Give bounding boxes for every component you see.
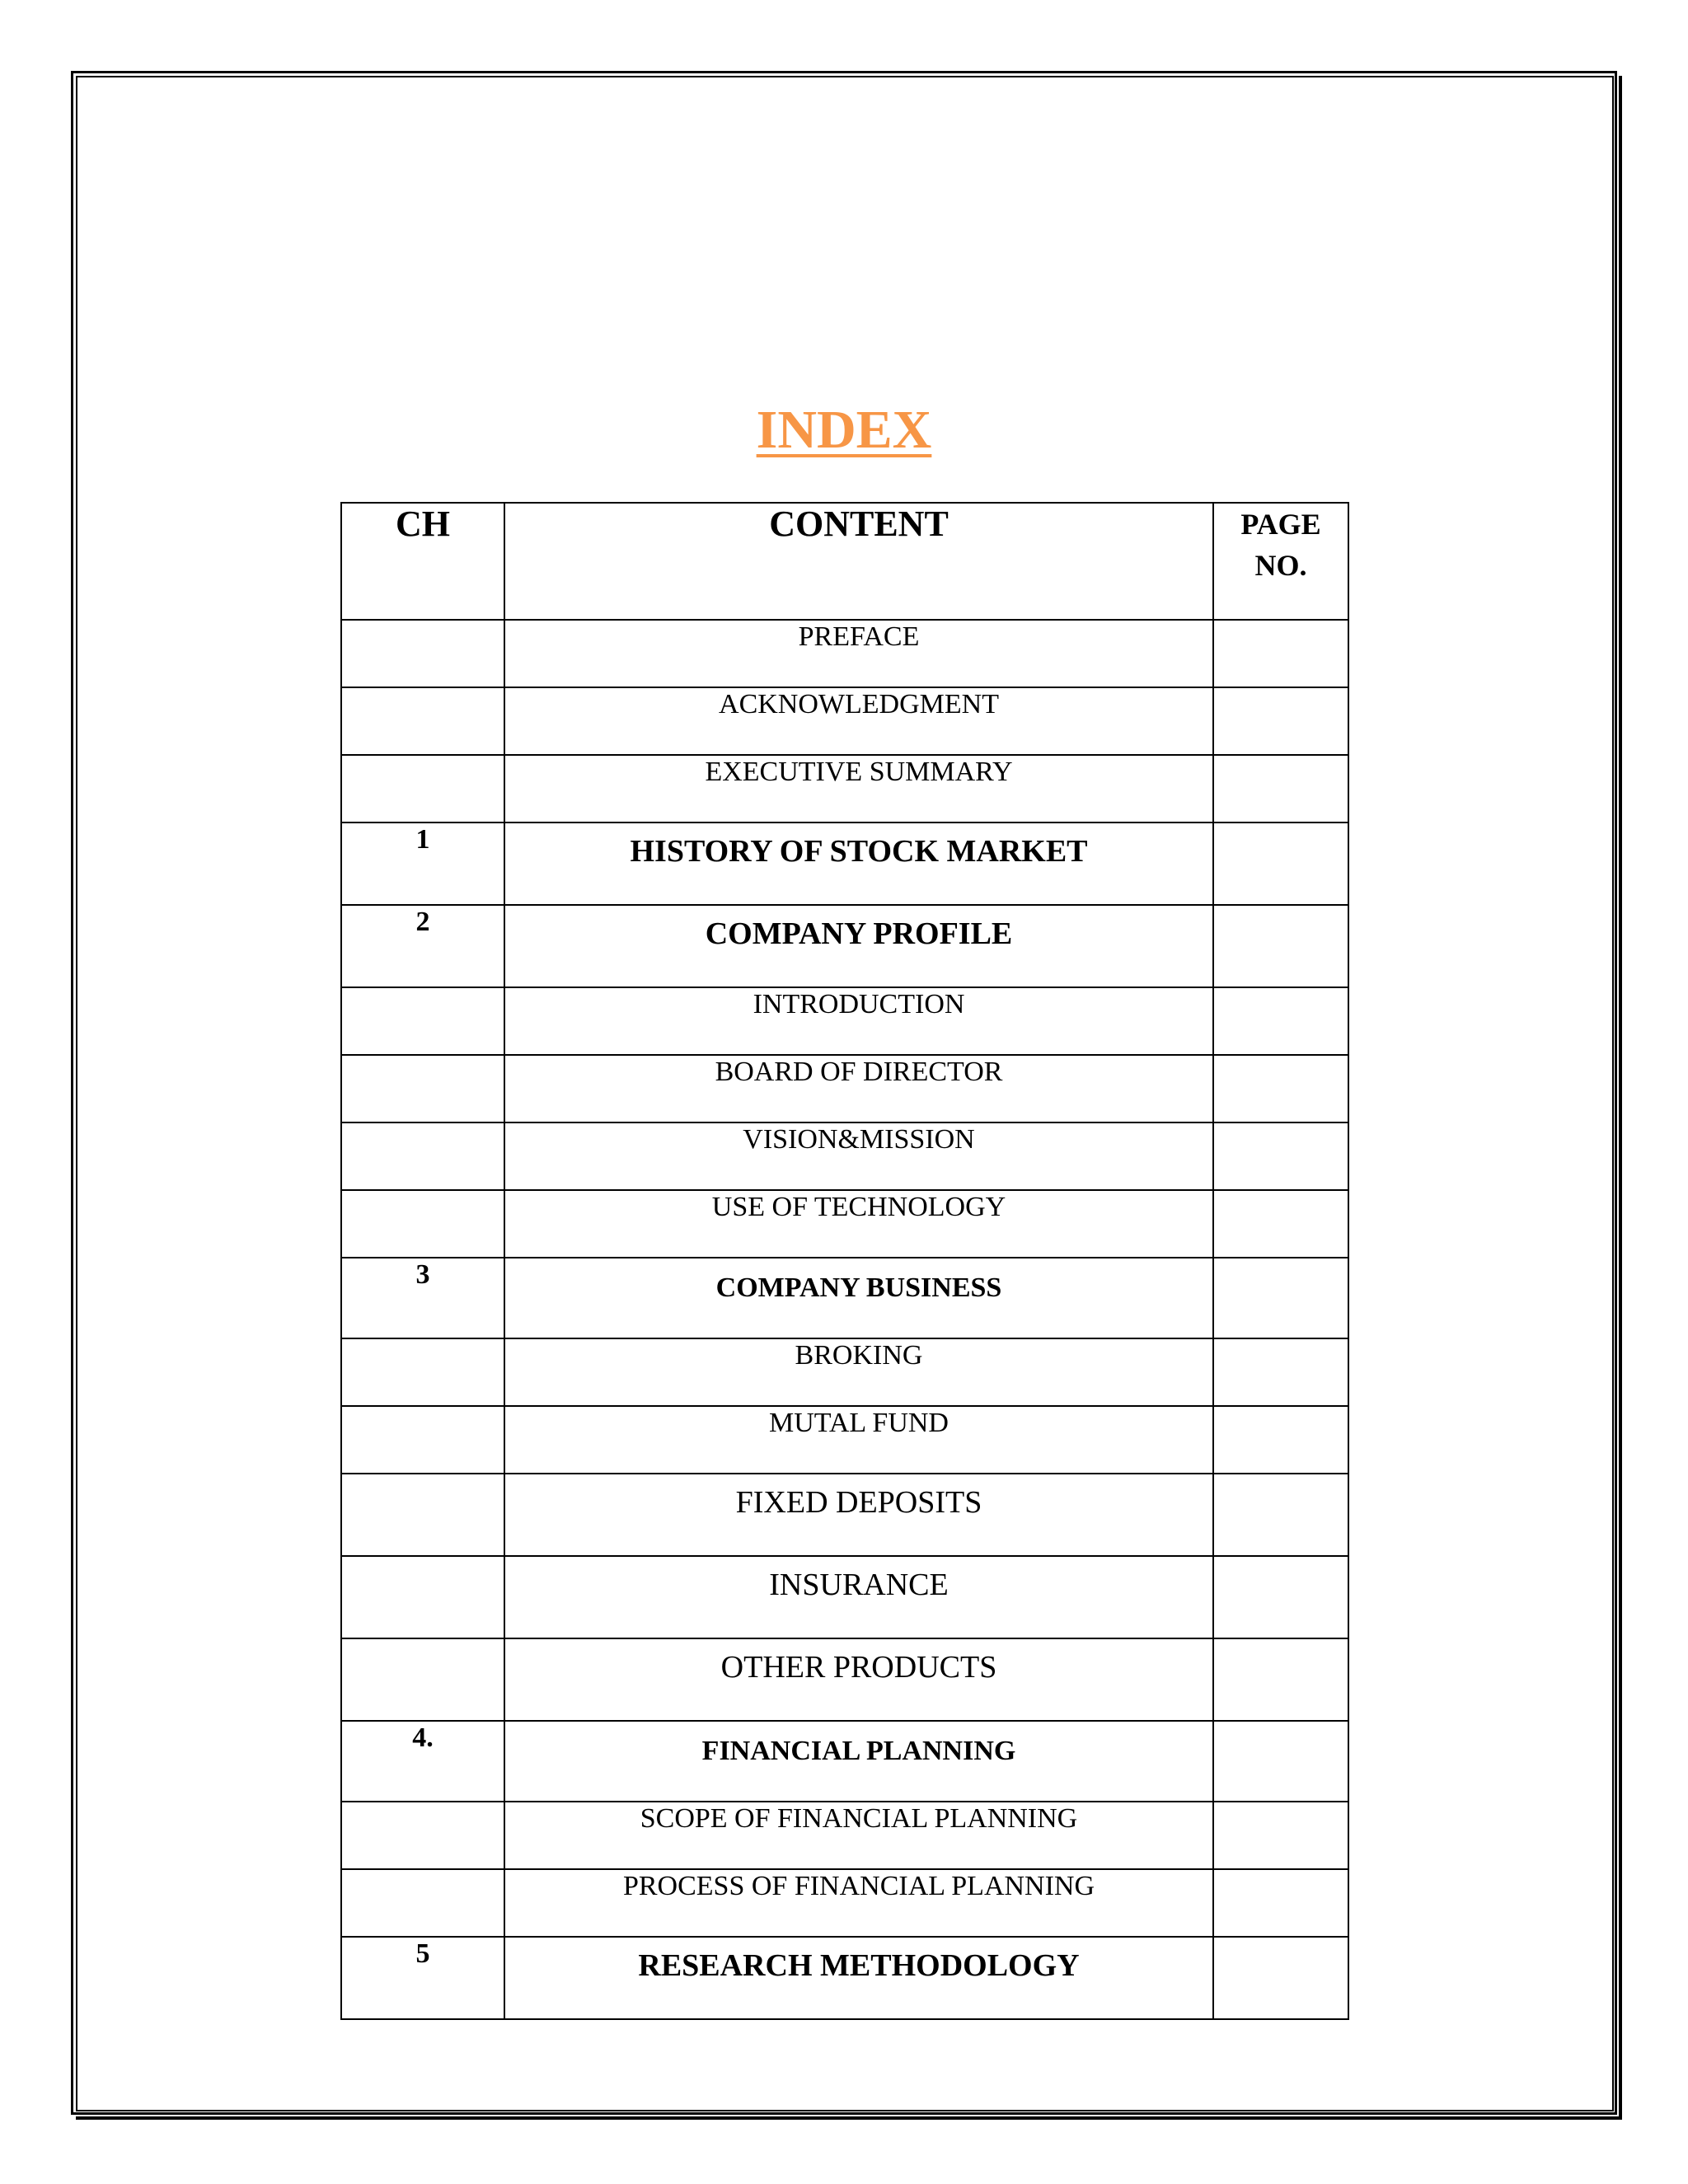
table-row <box>341 1721 1348 1802</box>
page-cell <box>1213 1474 1348 1556</box>
ch-cell <box>341 755 504 823</box>
header-page-line1: PAGE <box>1240 508 1321 541</box>
page-cell <box>1213 1638 1348 1721</box>
ch-cell: 1 <box>341 823 504 905</box>
page-cell <box>1213 687 1348 755</box>
ch-cell <box>341 1055 504 1122</box>
content-cell: EXECUTIVE SUMMARY <box>504 755 1213 823</box>
page-cell <box>1213 620 1348 687</box>
header-ch: CH <box>341 503 504 620</box>
ch-cell: 3 <box>341 1258 504 1338</box>
table-row <box>341 1258 1348 1338</box>
ch-cell <box>341 687 504 755</box>
content-cell: VISION&MISSION <box>504 1122 1213 1190</box>
page-cell <box>1213 1122 1348 1190</box>
page-cell <box>1213 1338 1348 1406</box>
ch-cell <box>341 1869 504 1937</box>
ch-cell: 5 <box>341 1937 504 2019</box>
table-row <box>341 987 1348 1055</box>
content-cell: FINANCIAL PLANNING <box>504 1721 1213 1802</box>
content-cell: INTRODUCTION <box>504 987 1213 1055</box>
ch-cell <box>341 1638 504 1721</box>
content-cell: BROKING <box>504 1338 1213 1406</box>
ch-cell <box>341 987 504 1055</box>
content-cell: RESEARCH METHODOLOGY <box>504 1937 1213 2019</box>
page-cell <box>1213 1190 1348 1258</box>
page-cell <box>1213 1869 1348 1937</box>
ch-cell <box>341 1802 504 1869</box>
table-row <box>341 1474 1348 1556</box>
page-cell <box>1213 1055 1348 1122</box>
table-row <box>341 1122 1348 1190</box>
page-cell <box>1213 905 1348 987</box>
table-row <box>341 1055 1348 1122</box>
content-cell: OTHER PRODUCTS <box>504 1638 1213 1721</box>
page-cell <box>1213 1406 1348 1474</box>
content-cell: INSURANCE <box>504 1556 1213 1638</box>
header-page-no <box>1213 503 1348 620</box>
ch-cell <box>341 1474 504 1556</box>
ch-cell <box>341 1406 504 1474</box>
table-row <box>341 1406 1348 1474</box>
content-cell: USE OF TECHNOLOGY <box>504 1190 1213 1258</box>
table-row <box>341 1869 1348 1937</box>
content-cell: PROCESS OF FINANCIAL PLANNING <box>504 1869 1213 1937</box>
table-row <box>341 905 1348 987</box>
table-header-row <box>341 503 1348 620</box>
ch-cell: 2 <box>341 905 504 987</box>
header-page-line2: NO. <box>1254 549 1307 582</box>
page-cell <box>1213 1556 1348 1638</box>
ch-cell <box>341 1556 504 1638</box>
table-row <box>341 1638 1348 1721</box>
table-row <box>341 823 1348 905</box>
page-cell <box>1213 1258 1348 1338</box>
table-row <box>341 1802 1348 1869</box>
table-row <box>341 1190 1348 1258</box>
content-cell: PREFACE <box>504 620 1213 687</box>
page-cell <box>1213 987 1348 1055</box>
page-title: INDEX <box>756 400 932 460</box>
table-row <box>341 1556 1348 1638</box>
table-row <box>341 1937 1348 2019</box>
content-cell: ACKNOWLEDGMENT <box>504 687 1213 755</box>
ch-cell <box>341 1190 504 1258</box>
ch-cell <box>341 620 504 687</box>
header-content: CONTENT <box>504 503 1213 620</box>
page-cell <box>1213 1802 1348 1869</box>
table-row <box>341 1338 1348 1406</box>
content-cell: COMPANY BUSINESS <box>504 1258 1213 1338</box>
ch-cell <box>341 1338 504 1406</box>
page-cell <box>1213 1937 1348 2019</box>
content-cell: COMPANY PROFILE <box>504 905 1213 987</box>
table-row <box>341 620 1348 687</box>
content-cell: MUTAL FUND <box>504 1406 1213 1474</box>
table-row <box>341 755 1348 823</box>
ch-cell: 4. <box>341 1721 504 1802</box>
ch-cell <box>341 1122 504 1190</box>
content-cell: BOARD OF DIRECTOR <box>504 1055 1213 1122</box>
index-table <box>340 502 1349 2020</box>
page-cell <box>1213 1721 1348 1802</box>
page-cell <box>1213 755 1348 823</box>
page-cell <box>1213 823 1348 905</box>
table-row <box>341 687 1348 755</box>
content-cell: SCOPE OF FINANCIAL PLANNING <box>504 1802 1213 1869</box>
content-cell: HISTORY OF STOCK MARKET <box>504 823 1213 905</box>
content-cell: FIXED DEPOSITS <box>504 1474 1213 1556</box>
